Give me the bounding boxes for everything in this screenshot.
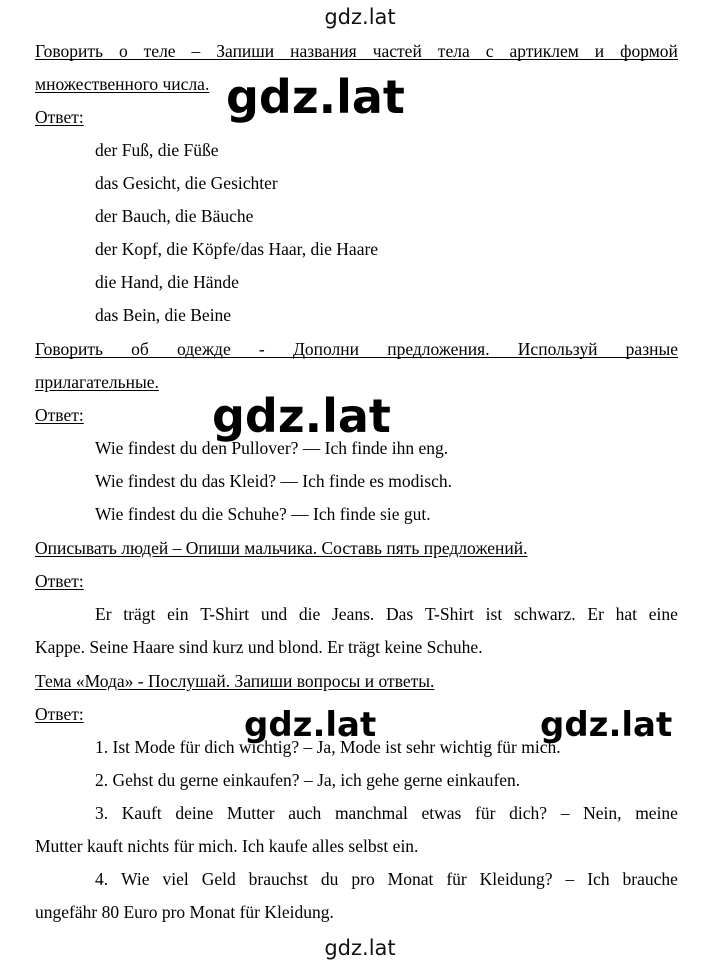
word: ein bbox=[167, 604, 189, 624]
word: viel bbox=[162, 869, 189, 889]
list-item: Wie findest du das Kleid? — Ich finde es modisch. bbox=[95, 471, 452, 491]
word: ist bbox=[485, 604, 503, 624]
list-item: Wie findest du die Schuhe? — Ich finde sie gut. bbox=[95, 504, 431, 524]
word: Mutter bbox=[226, 803, 275, 823]
list-item bbox=[95, 802, 678, 824]
word: Говорить bbox=[35, 339, 103, 359]
word: формой bbox=[620, 41, 678, 61]
word: Geld bbox=[201, 869, 236, 889]
section-heading-cont: прилагательные. bbox=[35, 372, 159, 392]
word: артиклем bbox=[509, 41, 579, 61]
paragraph-line bbox=[95, 603, 678, 625]
word: eine bbox=[648, 604, 678, 624]
list-item: das Gesicht, die Gesichter bbox=[95, 173, 278, 193]
word: T-Shirt bbox=[200, 604, 250, 624]
word: brauche bbox=[622, 869, 678, 889]
word: dich? bbox=[509, 803, 548, 823]
list-item: das Bein, die Beine bbox=[95, 305, 232, 325]
section-heading: Тема «Мода» - Послушай. Запиши вопросы и ответы. bbox=[35, 671, 435, 691]
list-item-cont: Mutter kauft nichts für mich. Ich kaufe alles selbst ein. bbox=[35, 836, 419, 856]
word: – bbox=[560, 803, 570, 823]
word: разные bbox=[625, 339, 678, 359]
word: Er bbox=[587, 604, 604, 624]
word: тела bbox=[437, 41, 470, 61]
word: 3. bbox=[95, 803, 109, 823]
word: etwas bbox=[421, 803, 462, 823]
word: für bbox=[446, 869, 467, 889]
word: Запиши bbox=[216, 41, 275, 61]
word: 4. bbox=[95, 869, 109, 889]
word: предложения. bbox=[387, 339, 490, 359]
list-item bbox=[95, 868, 678, 890]
word: Monat bbox=[387, 869, 434, 889]
word: Дополни bbox=[292, 339, 359, 359]
word: pro bbox=[351, 869, 375, 889]
word: Wie bbox=[121, 869, 150, 889]
list-item: der Bauch, die Bäuche bbox=[95, 206, 254, 226]
section-heading-cont: множественного числа. bbox=[35, 74, 210, 94]
answer-label: Ответ: bbox=[35, 571, 84, 591]
list-item: 1. Ist Mode für dich wichtig? – Ja, Mode ist sehr wichtig für mich. bbox=[95, 737, 561, 757]
word: deine bbox=[175, 803, 214, 823]
word: Jeans. bbox=[332, 604, 375, 624]
answer-label: Ответ: bbox=[35, 405, 84, 425]
word: und bbox=[260, 604, 288, 624]
section-heading: Описывать людей – Опиши мальчика. Составь пять предложений. bbox=[35, 538, 528, 558]
word: Er bbox=[95, 604, 112, 624]
section-heading bbox=[35, 40, 678, 62]
watermark-top: gdz.lat bbox=[324, 5, 396, 29]
watermark-large: gdz.lat bbox=[226, 70, 405, 124]
watermark-bottom: gdz.lat bbox=[324, 936, 396, 960]
word: meine bbox=[635, 803, 678, 823]
list-item: der Fuß, die Füße bbox=[95, 140, 219, 160]
answer-label: Ответ: bbox=[35, 704, 84, 724]
word: auch bbox=[288, 803, 322, 823]
word: и bbox=[594, 41, 605, 61]
watermark-medium: gdz.lat bbox=[540, 705, 673, 745]
word: названия bbox=[290, 41, 357, 61]
watermark-large: gdz.lat bbox=[212, 389, 391, 443]
list-item: die Hand, die Hände bbox=[95, 272, 239, 292]
word: Kauft bbox=[121, 803, 162, 823]
word: für bbox=[475, 803, 496, 823]
word: частей bbox=[372, 41, 422, 61]
word: об bbox=[131, 339, 149, 359]
word: Говорить bbox=[35, 41, 103, 61]
word: с bbox=[485, 41, 494, 61]
list-item: 2. Gehst du gerne einkaufen? – Ja, ich gehe gerne einkaufen. bbox=[95, 770, 521, 790]
list-item: der Kopf, die Köpfe/das Haar, die Haare bbox=[95, 239, 379, 259]
word: brauchst bbox=[248, 869, 308, 889]
word: – bbox=[565, 869, 575, 889]
word: – bbox=[191, 41, 201, 61]
word: schwarz. bbox=[513, 604, 576, 624]
word: T-Shirt bbox=[424, 604, 474, 624]
word: о bbox=[118, 41, 128, 61]
word: die bbox=[298, 604, 321, 624]
word: manchmal bbox=[334, 803, 408, 823]
watermark-medium: gdz.lat bbox=[244, 705, 377, 745]
word: Ich bbox=[587, 869, 610, 889]
list-item-cont: ungefähr 80 Euro pro Monat für Kleidung. bbox=[35, 902, 334, 922]
section-heading bbox=[35, 338, 678, 360]
paragraph-line: Kappe. Seine Haare sind kurz und blond. Er trägt keine Schuhe. bbox=[35, 637, 483, 657]
word: Используй bbox=[517, 339, 598, 359]
word: Nein, bbox=[583, 803, 622, 823]
word: Kleidung? bbox=[479, 869, 553, 889]
word: du bbox=[320, 869, 339, 889]
word: теле bbox=[143, 41, 176, 61]
word: Das bbox=[386, 604, 414, 624]
list-item: Wie findest du den Pullover? — Ich finde ihn eng. bbox=[95, 438, 449, 458]
word: hat bbox=[615, 604, 638, 624]
word: - bbox=[258, 339, 265, 359]
word: одежде bbox=[177, 339, 231, 359]
word: trägt bbox=[123, 604, 156, 624]
answer-label: Ответ: bbox=[35, 107, 84, 127]
